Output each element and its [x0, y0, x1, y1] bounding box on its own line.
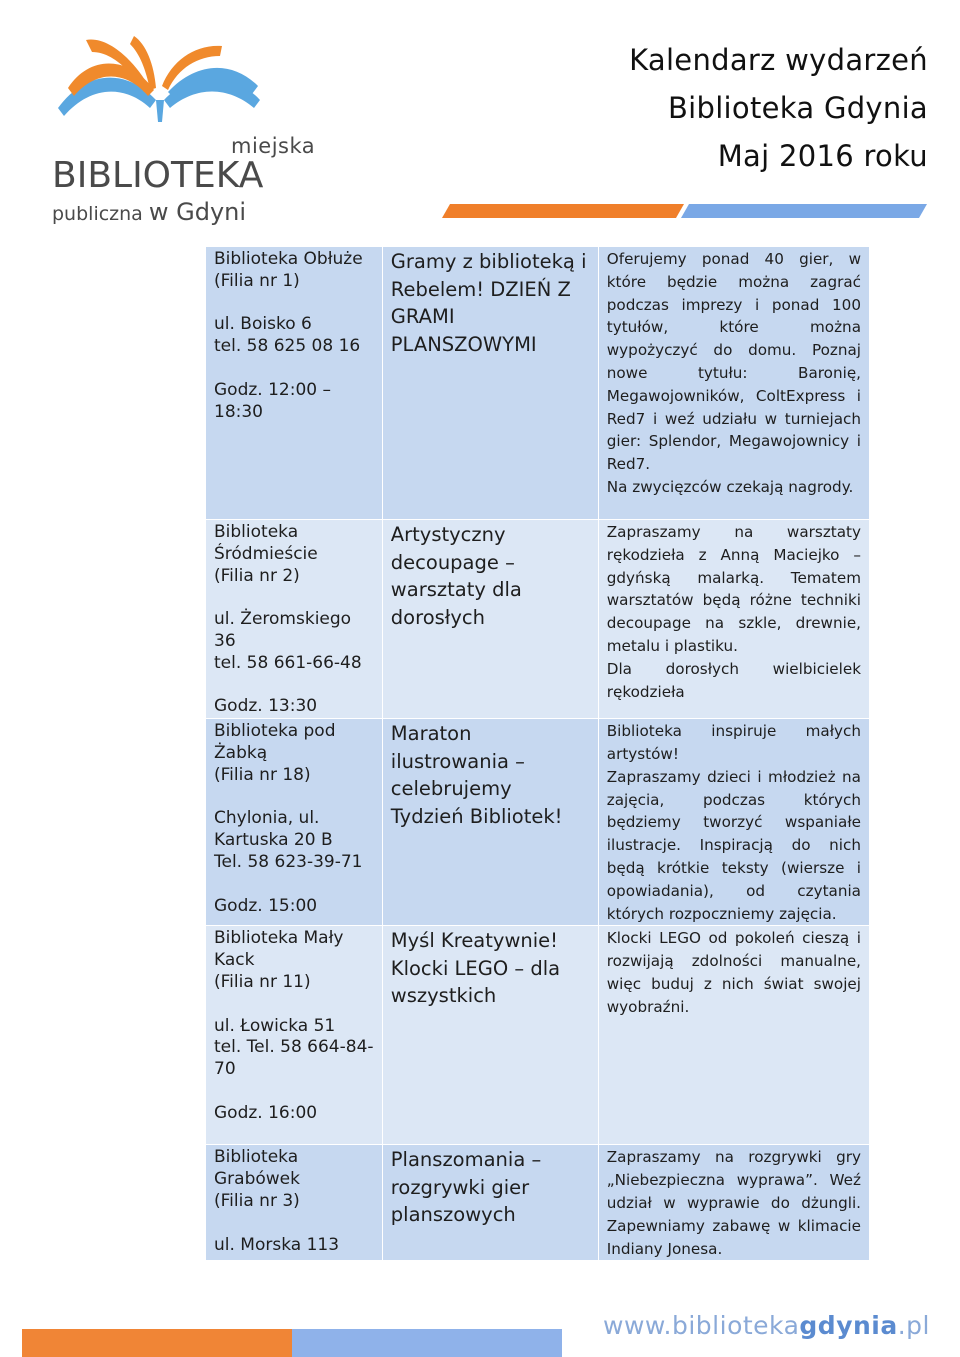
location-line: Biblioteka Mały: [214, 928, 344, 949]
spacer: [214, 587, 374, 609]
event-row: [206, 1145, 870, 1261]
spacer: [214, 787, 374, 809]
location-line: ul. Żeromskiego 36: [214, 609, 352, 651]
description-paragraph: Zapraszamy na rozgrywki gry „Niebezpieczna wyprawa”. Weź udział w wyprawie do dżungli. Zapewniamy zabawę w klimacie Indiany Jonesa.: [606, 1148, 861, 1258]
location-line: 18:30: [214, 401, 263, 422]
description-paragraph: Oferujemy ponad 40 gier, w które będzie można zagrać podczas imprezy i ponad 100 tytułów, które można wypożyczyć do domu. Poznaj nowe tytułu: Baronię, Megawojowników, ColtExpress i Red7 i weź udziału w turniejach gier: Splendor, Megawojownicy i Red7.: [606, 250, 861, 474]
event-location-cell: [206, 1145, 383, 1261]
location-line: Tel. 58 623-39-71: [214, 851, 363, 872]
location-line: Żabką: [214, 742, 268, 763]
spacer: [214, 358, 374, 380]
location-line: Śródmieście: [214, 543, 318, 564]
location-line: tel. 58 625 08 16: [214, 336, 361, 357]
spacer: [214, 994, 374, 1016]
event-description-cell: [598, 247, 869, 520]
location-line: 70: [214, 1059, 236, 1080]
location-line: tel. Tel. 58 664-84-: [214, 1037, 374, 1058]
spacer: [214, 293, 374, 315]
blue-stripe: [681, 204, 927, 218]
description-paragraph: Dla dorosłych wielbicielek rękodzieła: [606, 659, 861, 701]
event-title: Maraton ilustrowania – celebrujemy Tydzień Bibliotek!: [390, 722, 563, 828]
logo-text-miejska: miejska: [231, 134, 316, 158]
spacer: [214, 1081, 374, 1103]
event-title: Artystyczny decoupage – warsztaty dla dorosłych: [390, 523, 522, 629]
location-line: (Filia nr 3): [214, 1190, 300, 1211]
event-row: [206, 520, 870, 719]
event-title: Myśl Kreatywnie! Klocki LEGO – dla wszystkich: [390, 929, 561, 1008]
page-header: [629, 36, 928, 180]
page-period: Maj 2016 roku: [717, 139, 928, 173]
event-description-cell: [598, 1145, 869, 1261]
spacer: [214, 874, 374, 896]
event-location-cell: [206, 247, 383, 520]
event-title: Gramy z biblioteką i Rebelem! DZIEŃ Z GRAMI PLANSZOWYMI: [390, 250, 587, 356]
description-paragraph: Biblioteka inspiruje małych artystów!: [606, 722, 861, 763]
location-line: Chylonia, ul.: [214, 808, 320, 829]
event-title-cell: [382, 247, 598, 520]
location-line: ul. Łowicka 51: [214, 1015, 336, 1036]
location-line: Godz. 12:00 –: [214, 379, 331, 400]
footer-blue-bar: [292, 1329, 562, 1357]
events-table: [205, 246, 870, 1261]
location-line: (Filia nr 11): [214, 971, 311, 992]
location-line: (Filia nr 2): [214, 565, 300, 586]
event-title-cell: [382, 926, 598, 1145]
orange-stripe: [442, 204, 684, 218]
description-paragraph: Klocki LEGO od pokoleń cieszą i rozwijają zdolności manualne, więc buduj z nich świat swojej wyobraźni.: [606, 929, 861, 1016]
website-url[interactable]: www.bibliotekagdynia.pl: [603, 1311, 930, 1340]
location-line: Kartuska 20 B: [214, 830, 333, 851]
open-book-icon: [46, 30, 276, 140]
location-line: Godz. 15:00: [214, 895, 318, 916]
event-title: Planszomania – rozgrywki gier planszowych: [390, 1148, 542, 1227]
description-paragraph: Zapraszamy na warsztaty rękodzieła z Anną Maciejko – gdyńską malarką. Tematem warsztatów będą różne techniki decoupage na szkle, drewnie, metalu i plastiku.: [606, 523, 861, 655]
location-line: (Filia nr 18): [214, 764, 311, 785]
location-line: (Filia nr 1): [214, 270, 300, 291]
event-description-cell: [598, 926, 869, 1145]
logo-text-biblioteka: BIBLIOTEKA: [52, 155, 264, 196]
description-paragraph: Na zwycięzców czekają nagrody.: [606, 477, 854, 496]
location-line: Biblioteka Obłuże: [214, 249, 363, 269]
event-location-cell: [206, 719, 383, 926]
library-logo[interactable]: [46, 30, 316, 226]
event-description-cell: [598, 520, 869, 719]
location-line: Godz. 13:30: [214, 696, 318, 717]
location-line: Godz. 16:00: [214, 1102, 318, 1123]
location-line: tel. 58 661-66-48: [214, 652, 362, 673]
event-title-cell: [382, 719, 598, 926]
event-title-cell: [382, 520, 598, 719]
spacer: [214, 1213, 374, 1235]
event-title-cell: [382, 1145, 598, 1261]
event-description-cell: [598, 719, 869, 926]
footer-orange-bar: [22, 1329, 292, 1357]
description-paragraph: Zapraszamy dzieci i młodzież na zajęcia, podczas których będziemy tworzyć wspaniałe ilustracje. Inspiracją do nich będą krótkie teksty (wiersze i opowiadania), od czytania których rozpoczniemy zajęcia.: [606, 767, 861, 923]
event-row: [206, 926, 870, 1145]
location-line: Biblioteka: [214, 1147, 299, 1168]
event-row: [206, 719, 870, 926]
logo-text-publiczna: publiczna w Gdyni: [52, 198, 247, 226]
event-row: [206, 247, 870, 520]
event-location-cell: [206, 926, 383, 1145]
location-line: Biblioteka: [214, 522, 299, 542]
location-line: ul. Morska 113: [214, 1234, 340, 1255]
page-org: Biblioteka Gdynia: [667, 91, 928, 125]
location-line: Biblioteka pod: [214, 721, 336, 742]
location-line: ul. Boisko 6: [214, 314, 312, 335]
spacer: [214, 675, 374, 697]
page-title: Kalendarz wydarzeń: [629, 43, 928, 77]
location-line: Grabówek: [214, 1169, 300, 1190]
event-location-cell: [206, 520, 383, 719]
location-line: Kack: [214, 950, 255, 971]
